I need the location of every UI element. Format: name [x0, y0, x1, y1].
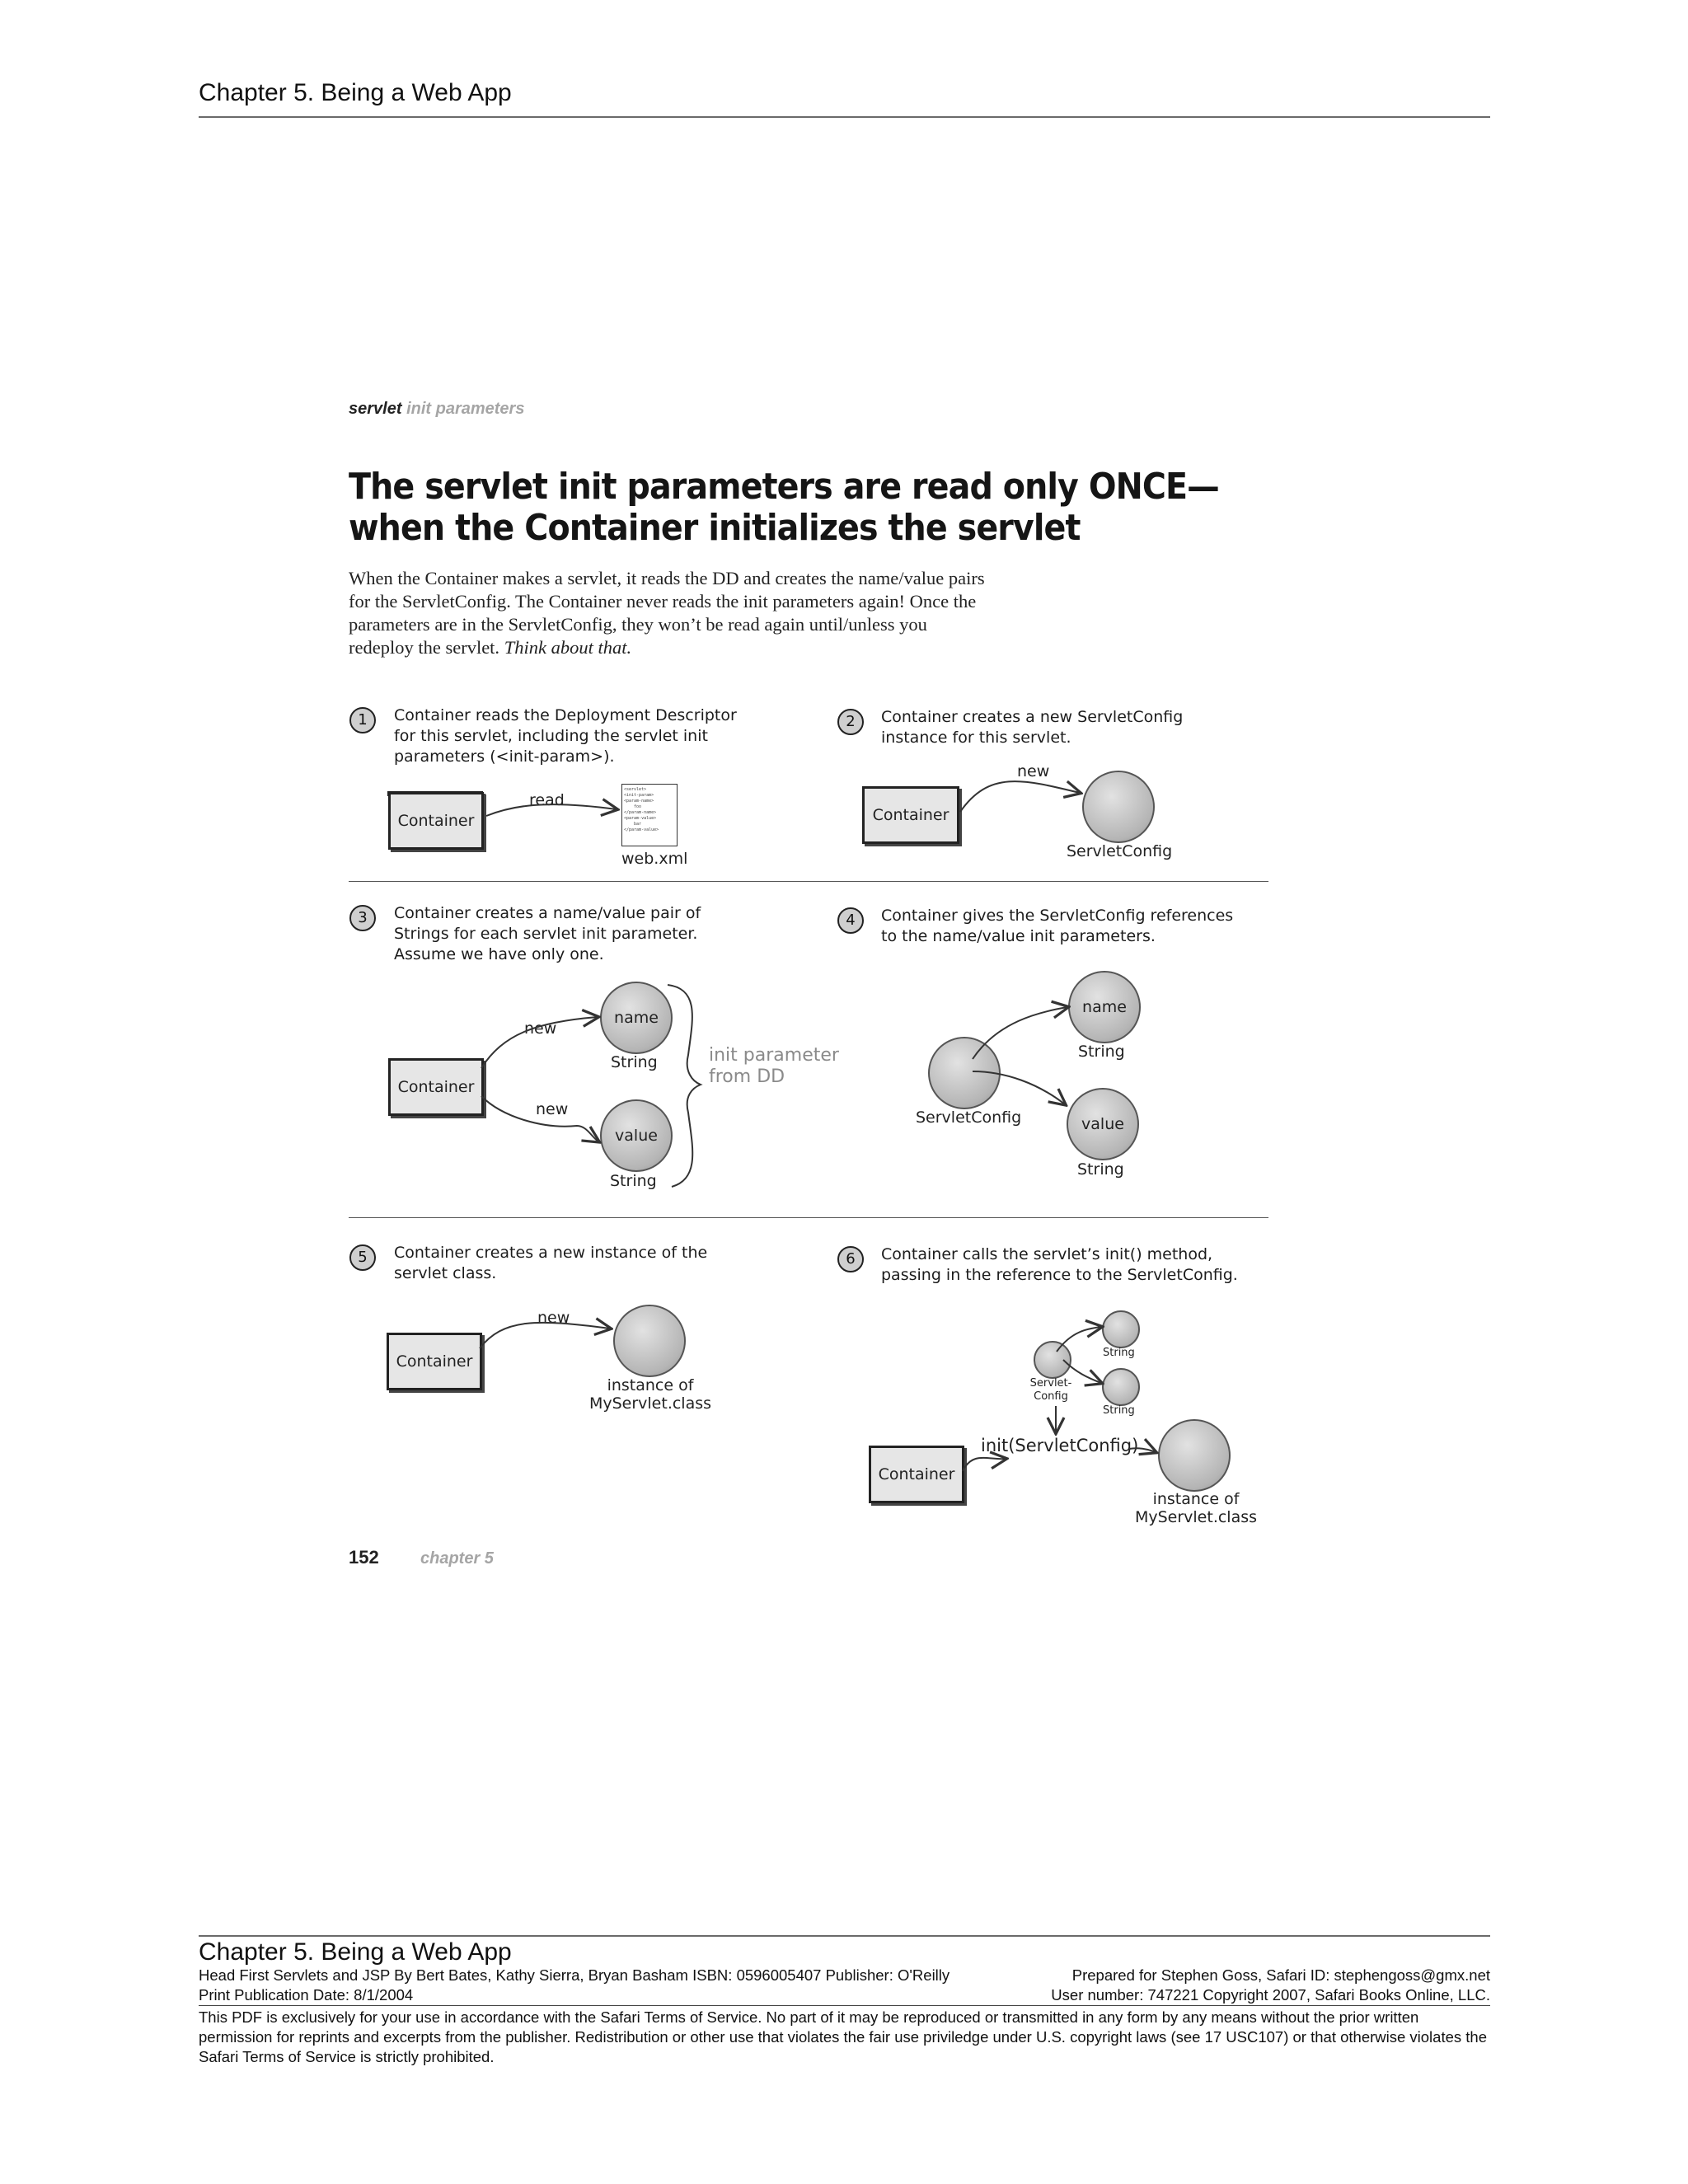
string-label-step-3-b: String: [610, 1172, 657, 1190]
servletconfig-object-small: [1034, 1341, 1071, 1379]
arrow-new-step-2: [960, 781, 1080, 812]
container-box-step-3: Container: [388, 1058, 484, 1116]
step-2-number: 2: [837, 709, 864, 735]
step-2-line-2: instance for this servlet.: [881, 729, 1071, 747]
step-4-text: [881, 906, 1233, 947]
panel-divider-1: [349, 881, 1268, 882]
step-3-number: 3: [349, 905, 376, 931]
init-parameter-note-line-2: from DD: [709, 1066, 785, 1087]
new-label-step-2: new: [1017, 762, 1050, 780]
running-header-title: Chapter 5. Being a Web App: [199, 79, 512, 106]
container-box-step-5: Container: [387, 1333, 482, 1390]
step-3-line-3: Assume we have only one.: [394, 945, 604, 963]
myservlet-instance-step-6: [1158, 1419, 1231, 1492]
xml-line: <servlet>: [624, 787, 647, 792]
page-number: 152: [349, 1547, 379, 1568]
value-string-object-step-4: value: [1067, 1088, 1139, 1160]
step-4-line-2: to the name/value init parameters.: [881, 927, 1156, 945]
servletconfig-label-step-4: ServletConfig: [916, 1108, 1022, 1127]
xml-line: <param-name>: [624, 799, 654, 804]
panel-divider-2: [349, 1217, 1268, 1218]
init-parameter-note: [709, 1045, 839, 1088]
value-string-object: value: [600, 1099, 673, 1172]
string-label-step-4-b: String: [1077, 1160, 1124, 1179]
intro-text: When the Container makes a servlet, it reads the DD and creates the name/value pairs for the ServletConfig. The Container never reads the init parameters again! Once the parameters are in the ServletConfig, they won’t be read again until/unless you redeploy the servlet.: [349, 568, 985, 658]
page-headline: [349, 466, 1219, 549]
container-box-step-6: Container: [869, 1446, 964, 1503]
section-tag-bold: servlet: [349, 400, 402, 418]
step-4-line-1: Container gives the ServletConfig references: [881, 907, 1234, 925]
instance-of-label: instance of: [607, 1376, 694, 1394]
headline-line-2: when the Container initializes the servlet: [349, 507, 1081, 549]
string-object-small-a: [1102, 1310, 1140, 1348]
step-6-line-1: Container calls the servlet’s init() method,: [881, 1245, 1213, 1263]
myservlet-class-label-6: MyServlet.class: [1134, 1508, 1258, 1526]
web-xml-label: web.xml: [621, 850, 688, 868]
step-3-line-2: Strings for each servlet init parameter.: [394, 925, 698, 943]
servletconfig-small-label: [1022, 1377, 1080, 1404]
string-label-step-6-a: String: [1103, 1347, 1135, 1359]
name-string-object: name: [600, 982, 673, 1054]
xml-line: </param-name>: [624, 810, 657, 815]
web-xml-document-icon: [621, 784, 678, 846]
servletconfig-object-step-2: [1082, 771, 1155, 843]
container-box-step-2: Container: [862, 786, 959, 844]
intro-paragraph: [349, 567, 992, 659]
xml-line: foo: [634, 804, 642, 809]
container-box-step-1: Container: [388, 792, 484, 850]
section-tag: [349, 400, 524, 419]
footer-rule-mid: [199, 2005, 1490, 2006]
footer-title: Chapter 5. Being a Web App: [199, 1938, 512, 1966]
step-1-line-2: for this servlet, including the servlet init: [394, 727, 708, 745]
step-5-line-2: servlet class.: [394, 1264, 497, 1282]
new-label-step-5: new: [537, 1309, 570, 1327]
servlet-hyphen-label: Servlet-: [1029, 1377, 1072, 1390]
footer-terms: This PDF is exclusively for your use in accordance with the Safari Terms of Service. No part of it may be reproduced or transmitted in any form by any means without the prior written permission for reprints and excerpts from the publisher. Redistribution or other use that violates the fair use priviledge under U.S. copyright laws (see 17 USC107) or that otherwise violates the Safari Terms of Service is strictly prohibited.: [199, 2008, 1487, 2065]
string-object-small-b: [1102, 1368, 1140, 1406]
init-parameter-note-line-1: init parameter: [709, 1045, 839, 1066]
step-6-line-2: passing in the reference to the ServletConfig.: [881, 1266, 1238, 1284]
myservlet-instance-label-step-5: [580, 1376, 720, 1413]
myservlet-instance-step-5: [613, 1305, 686, 1377]
config-label: Config: [1034, 1390, 1068, 1403]
new-label-step-3-b: new: [536, 1100, 569, 1118]
string-label-step-3-a: String: [611, 1053, 658, 1071]
step-1-line-3: parameters (<init-param>).: [394, 748, 615, 766]
step-6-number: 6: [837, 1246, 864, 1272]
xml-line: <param-value>: [624, 816, 657, 821]
string-label-step-4-a: String: [1078, 1043, 1125, 1061]
step-6-text: [881, 1244, 1238, 1286]
myservlet-instance-label-step-6: [1126, 1490, 1266, 1526]
init-call-label: init(ServletConfig): [981, 1436, 1139, 1455]
step-4-number: 4: [837, 907, 864, 934]
name-string-object-step-4: name: [1068, 971, 1141, 1043]
string-label-step-6-b: String: [1103, 1404, 1135, 1417]
init-param-brace: [668, 985, 701, 1187]
step-1-number: 1: [349, 707, 376, 733]
step-5-text: [394, 1243, 707, 1284]
myservlet-class-label: MyServlet.class: [588, 1394, 712, 1413]
step-1-line-1: Container reads the Deployment Descriptor: [394, 706, 737, 724]
step-3-text: [394, 903, 701, 965]
instance-of-label-6: instance of: [1152, 1490, 1240, 1508]
footer-user-number: User number: 747221 Copyright 2007, Safari Books Online, LLC.: [1051, 1986, 1490, 2004]
header-rule: [199, 116, 1490, 118]
step-2-text: [881, 707, 1183, 748]
step-3-line-1: Container creates a name/value pair of: [394, 904, 701, 922]
section-tag-light: init parameters: [406, 400, 525, 418]
step-1-text: [394, 705, 737, 767]
footer-prepared-for: Prepared for Stephen Goss, Safari ID: stephengoss@gmx.net: [1071, 1966, 1490, 1984]
xml-line: <init-param>: [624, 793, 654, 798]
intro-emphasis: Think about that.: [504, 637, 632, 658]
servletconfig-object-step-4: [928, 1037, 1001, 1109]
arrow-init-call: [963, 1458, 1006, 1471]
step-5-number: 5: [349, 1244, 376, 1271]
folio-chapter: chapter 5: [420, 1549, 494, 1568]
new-label-step-3-a: new: [524, 1019, 557, 1038]
step-5-line-1: Container creates a new instance of the: [394, 1244, 708, 1262]
xml-line: </param-value>: [624, 827, 659, 832]
footer-book-line: Head First Servlets and JSP By Bert Bates, Kathy Sierra, Bryan Basham ISBN: 0596005407 Publisher: O'Reilly: [199, 1966, 950, 1984]
servletconfig-label-step-2: ServletConfig: [1067, 842, 1173, 860]
footer-rule-top: [199, 1935, 1490, 1937]
xml-line: bar: [634, 822, 642, 827]
headline-line-1: The servlet init parameters are read only ONCE—: [349, 466, 1219, 508]
step-2-line-1: Container creates a new ServletConfig: [881, 708, 1184, 726]
read-label: read: [529, 791, 565, 809]
footer-pub-date: Print Publication Date: 8/1/2004: [199, 1986, 414, 2004]
